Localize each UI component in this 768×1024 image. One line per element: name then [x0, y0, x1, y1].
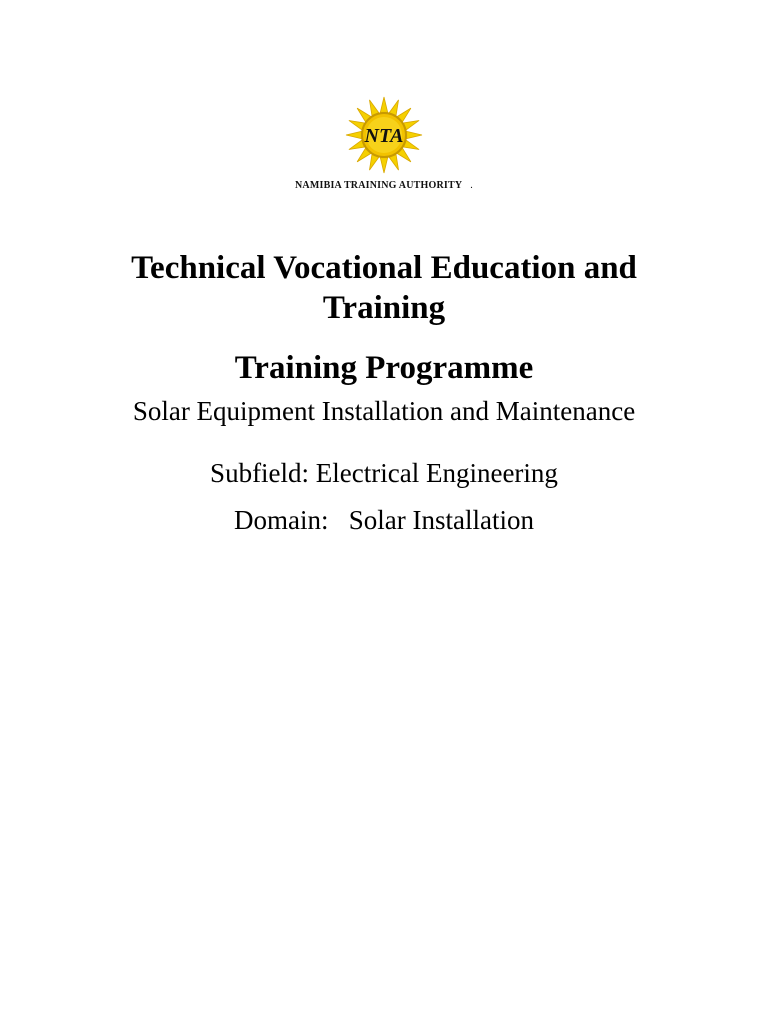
- programme-title: Training Programme: [234, 350, 534, 386]
- nta-logo: [344, 95, 424, 175]
- sun-ray: [346, 131, 361, 138]
- organization-name-text: NAMIBIA TRAINING AUTHORITY: [295, 180, 463, 191]
- course-name: Solar Equipment Installation and Maintenance: [132, 396, 636, 426]
- organization-trailing-mark: .: [470, 180, 473, 191]
- logo-lettering: NTA: [364, 125, 404, 147]
- document-title: Technical Vocational Education and Training: [131, 250, 637, 326]
- sun-logo-icon: [344, 95, 424, 175]
- sun-ray: [380, 158, 387, 173]
- domain-line: Domain: Solar Installation: [234, 505, 534, 535]
- cover-title-block: [0, 248, 768, 544]
- organization-name: [0, 180, 768, 191]
- sun-ray: [407, 131, 422, 138]
- subfield-line: Subfield: Electrical Engineering: [210, 458, 558, 488]
- sun-ray: [380, 97, 387, 112]
